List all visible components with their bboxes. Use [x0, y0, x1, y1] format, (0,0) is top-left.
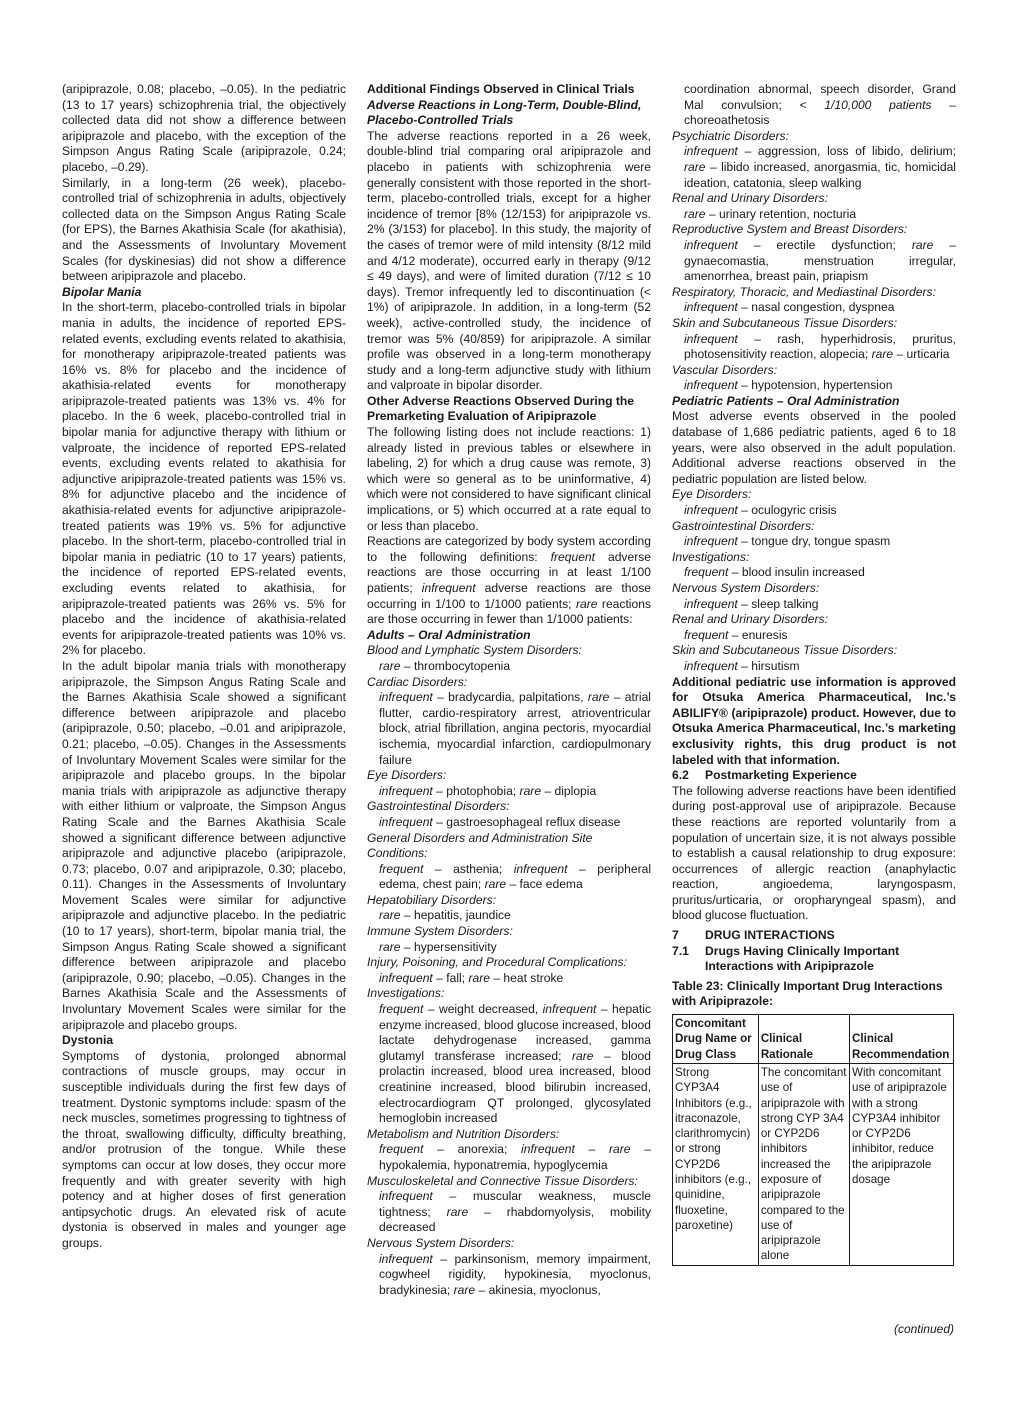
- entry-respiratory: infrequent – nasal congestion, dyspnea: [684, 300, 895, 315]
- entry-injury: infrequent – fall; rare – heat stroke: [379, 970, 564, 985]
- paragraph-tremor: The adverse reactions reported in a 26 week, double-blind trial comparing oral aripiprazole and placebo in patients with schizophrenia were generally consistent with those reported in the short-term, placebo-controlled trials, except for a higher incidence of tremor [8% (12/153) for aripiprazole vs. 2% (3/153) for placebo]. In this study, the majority of the cases of tremor were of mild intensity (8/12 mild and 4/12 moderate), occurred early in therapy (9/12 ≤ 49 days), and were of limited duration (7/12 ≤ 10 days). Tremor infrequently led to discontinuation (< 1%) of aripiprazole. In addition, in a long-term (52 week), active-controlled study, the incidence of tremor was 5% (40/859) for aripiprazole. A similar profile was observed in a long-term monotherapy study and a long-term adjunctive study with lithium and valproate in bipolar disorder.: [367, 128, 651, 393]
- continued-marker: (continued): [893, 1322, 954, 1336]
- category-eye: Eye Disorders:: [367, 768, 447, 783]
- table-row: [673, 1063, 954, 1265]
- heading-dystonia: Dystonia: [62, 1033, 114, 1048]
- category-respiratory: Respiratory, Thoracic, and Mediastinal Disorders:: [672, 284, 936, 299]
- category-hepatobiliary: Hepatobiliary Disorders:: [367, 892, 497, 907]
- paragraph-postmarketing: The following adverse reactions have been identified during post-approval use of aripiprazole. Because these reactions are reported voluntarily from a population of uncertain size, it is not always possible to establish a causal relationship to drug exposure: occurrences of allergic reaction (anaphylactic reaction, angioedema, laryngospasm, pruritus/urticaria, or oropharyngeal spasm), and blood glucose fluctuation.: [672, 783, 956, 923]
- heading-long-term-trials: Adverse Reactions in Long-Term, Double-Blind, Placebo-Controlled Trials: [367, 97, 642, 128]
- category-investigations: Investigations:: [367, 986, 445, 1001]
- entry-gastrointestinal: infrequent – gastroesophageal reflux disease: [379, 814, 621, 829]
- entry-musculoskeletal: infrequent – muscular weakness, muscle tightness; rare – rhabdomyolysis, mobility decreased: [379, 1189, 651, 1235]
- pediatric-entry-gastrointestinal: infrequent – tongue dry, tongue spasm: [684, 534, 891, 549]
- category-vascular: Vascular Disorders:: [672, 362, 778, 377]
- column-2: [367, 82, 651, 1298]
- table-header-cell: Clinical Rationale: [758, 1015, 849, 1064]
- entry-reproductive: infrequent – erectile dysfunction; rare – gynaecomastia, menstruation irregular, amenorrhea, breast pain, priapism: [684, 237, 956, 284]
- heading-bipolar-mania: Bipolar Mania: [62, 284, 142, 299]
- entry-hepatobiliary: rare – hepatitis, jaundice: [379, 908, 511, 923]
- paragraph-listing-exclusions: The following listing does not include reactions: 1) already listed in previous tables or elsewhere in labeling, 2) for which a drug cause was remote, 3) which were so general as to be uninformative, 4) which were not considered to have significant clinical implications, or 5) which occurred at a rate equal to or less than placebo.: [367, 425, 651, 533]
- table-header-row: [673, 1015, 954, 1064]
- section-7-heading: 7 DRUG INTERACTIONS: [672, 928, 835, 943]
- heading-pediatric-oral: Pediatric Patients – Oral Administration: [672, 393, 900, 408]
- pediatric-category-nervous: Nervous System Disorders:: [672, 581, 820, 595]
- category-musculoskeletal: Musculoskeletal and Connective Tissue Disorders:: [367, 1173, 638, 1188]
- entry-cardiac: infrequent – bradycardia, palpitations, rare – atrial flutter, cardio-respiratory arrest, atrioventricular block, atrial fibrillation, angina pectoris, myocardial ischemia, myocardial infarction, cardiopulmonary failure: [379, 690, 651, 767]
- category-injury: Injury, Poisoning, and Procedural Complications:: [367, 955, 627, 970]
- pediatric-category-renal: Renal and Urinary Disorders:: [672, 612, 828, 627]
- column-1: [62, 82, 346, 1252]
- table-header-cell: Clinical Recommendation: [850, 1015, 954, 1064]
- pediatric-category-gastrointestinal: Gastrointestinal Disorders:: [672, 518, 815, 533]
- category-psychiatric: Psychiatric Disorders:: [672, 128, 789, 143]
- table-cell: The concomitant use of aripiprazole with strong CYP 3A4 or CYP2D6 inhibitors increased the exposure of aripiprazole compared to the use of aripiprazole alone: [758, 1063, 849, 1265]
- table-cell: Strong CYP3A4 Inhibitors (e.g., itraconazole, clarithromycin) or strong CYP2D6 inhibitors (e.g., quinidine, fluoxetine, paroxetine): [673, 1063, 759, 1265]
- category-reproductive: Reproductive System and Breast Disorders:: [672, 222, 908, 237]
- table-cell: With concomitant use of aripiprazole with a strong CYP3A4 inhibitor or CYP2D6 inhibitor, reduce the aripiprazole dosage: [850, 1063, 954, 1265]
- paragraph-long-term-schizophrenia: Similarly, in a long-term (26 week), placebo-controlled trial of schizophrenia in adults, objectively collected data on the Simpson Angus Rating Scale (for EPS), the Barnes Akathisia Scale (for akathisia), and the Assessments of Involuntary Movement Scales (for dyskinesias) did not show a difference between aripiprazole and placebo.: [62, 175, 346, 284]
- entry-general: frequent – asthenia; infrequent – peripheral edema, chest pain; rare – face edema: [379, 861, 652, 892]
- entry-eye: infrequent – photophobia; rare – diplopia: [379, 783, 597, 798]
- pediatric-entry-skin: infrequent – hirsutism: [684, 658, 800, 673]
- pediatric-category-eye: Eye Disorders:: [672, 487, 752, 502]
- paragraph-pediatric: Most adverse events observed in the pooled database of 1,686 pediatric patients, aged 6 to 18 years, were also observed in the adult population. Additional adverse reactions observed in the pediatric population are listed below.: [672, 409, 956, 486]
- paragraph-dystonia: Symptoms of dystonia, prolonged abnormal contractions of muscle groups, may occur in susceptible individuals during the first few days of treatment. Dystonic symptoms include: spasm of the neck muscles, sometimes progressing to tightness of the throat, swallowing difficulty, difficulty breathing, and/or protrusion of the tongue. While these symptoms can occur at low doses, they occur more frequently and with greater severity with high potency and at higher doses of first generation antipsychotic drugs. An elevated risk of acute dystonia is observed in males and younger age groups.: [62, 1048, 346, 1250]
- pediatric-category-investigations: Investigations:: [672, 549, 750, 564]
- entry-metabolism: frequent – anorexia; infrequent – rare – hypokalemia, hyponatremia, hypoglycemia: [379, 1142, 651, 1172]
- category-blood: Blood and Lymphatic System Disorders:: [367, 643, 582, 658]
- entry-blood: rare – thrombocytopenia: [379, 658, 511, 673]
- paragraph-bipolar-scales: In the adult bipolar mania trials with monotherapy aripiprazole, the Simpson Angus Rating Scale and the Barnes Akathisia Scale showed a significant difference between aripiprazole and placebo (aripiprazole, 0.50; placebo, –0.01 and aripiprazole, 0.21; placebo, –0.05). Changes in the Assessments of Involuntary Movement Scales were similar for the aripiprazole and placebo groups. In the bipolar mania trials with aripiprazole as adjunctive therapy with either lithium or valproate, the Simpson Angus Rating Scale and the Barnes Akathisia Scale showed a significant difference between adjunctive aripiprazole and adjunctive placebo (aripiprazole, 0.73; placebo, 0.07 and aripiprazole, 0.30; placebo, 0.11). Changes in the Assessments of Involuntary Movement Scales were similar for adjunctive aripiprazole and adjunctive placebo. In the pediatric (10 to 17 years), short-term, bipolar mania trial, the Simpson Angus Rating Scale showed a significant difference between aripiprazole and placebo (aripiprazole, 0.90; placebo, –0.05). Changes in the Barnes Akathisia Scale and the Assessments of Involuntary Movement Scales were similar for the aripiprazole and placebo groups.: [62, 658, 346, 1032]
- category-renal: Renal and Urinary Disorders:: [672, 191, 828, 206]
- paragraph-definitions: Reactions are categorized by body system according to the following definitions: frequent adverse reactions are those occurring in at least 1/100 patients; infrequent adverse reactions are those occurring in 1/100 to 1/1000 patients; rare reactions are those occurring in fewer than 1/1000 patients:: [367, 534, 652, 627]
- category-skin: Skin and Subcutaneous Tissue Disorders:: [672, 315, 898, 330]
- entry-nervous: infrequent – parkinsonism, memory impairment, cogwheel rigidity, hypokinesia, myoclonus, bradykinesia; rare – akinesia, myoclonus,: [379, 1251, 651, 1297]
- entry-renal: rare – urinary retention, nocturia: [684, 206, 857, 221]
- category-gastrointestinal: Gastrointestinal Disorders:: [367, 799, 510, 814]
- category-immune: Immune System Disorders:: [367, 924, 513, 939]
- table-header-cell: Concomitant Drug Name or Drug Class: [673, 1015, 759, 1064]
- pediatric-entry-eye: infrequent – oculogyric crisis: [684, 503, 837, 518]
- heading-other-adverse-reactions: Other Adverse Reactions Observed During the Premarketing Evaluation of Aripiprazole: [367, 393, 635, 424]
- entry-nervous-continued: coordination abnormal, speech disorder, Grand Mal convulsion; < 1/10,000 patients – choreoathetosis: [684, 82, 956, 128]
- category-metabolism: Metabolism and Nutrition Disorders:: [367, 1126, 560, 1141]
- paragraph-bipolar-incidence: In the short-term, placebo-controlled trials in bipolar mania in adults, the incidence of reported EPS-related events, excluding events related to akathisia, for monotherapy aripiprazole-treated patients was 16% vs. 8% for placebo and the incidence of akathisia-related events for monotherapy aripiprazole-treated patients was 13% vs. 4% for placebo. In the 6 week, placebo-controlled trial in bipolar mania for adjunctive therapy with lithium or valproate, the incidence of reported EPS-related events, excluding events related to akathisia for adjunctive aripiprazole-treated patients was 15% vs. 8% for adjunctive placebo and the incidence of akathisia-related events for adjunctive aripiprazole-treated patients was 19% vs. 5% for adjunctive placebo. In the short-term, placebo-controlled trial in bipolar mania in pediatric (10 to 17 years) patients, the incidence of reported EPS-related events, excluding events related to akathisia, for aripiprazole-treated patients was 26% vs. 5% for placebo and the incidence of akathisia-related events for aripiprazole-treated patients was 10% vs. 2% for placebo.: [62, 300, 346, 658]
- category-general: General Disorders and Administration Site Conditions:: [367, 830, 593, 861]
- section-6-2-heading: 6.2 Postmarketing Experience: [672, 768, 857, 783]
- category-nervous: Nervous System Disorders:: [367, 1235, 515, 1250]
- table-caption: Table 23: Clinically Important Drug Interactions with Aripiprazole:: [672, 978, 943, 1009]
- entry-investigations: frequent – weight decreased, infrequent – hepatic enzyme increased, blood glucose increased, blood lactate dehydrogenase increased, gamma glutamyl transferase increased; rare – blood prolactin increased, blood urea increased, blood creatinine increased, blood bilirubin increased, electrocardiogram QT prolonged, glycosylated hemoglobin increased: [379, 1002, 651, 1126]
- pediatric-entry-investigations: frequent – blood insulin increased: [684, 565, 865, 580]
- entry-vascular: infrequent – hypotension, hypertension: [684, 378, 893, 393]
- heading-adults-oral: Adults – Oral Administration: [367, 627, 531, 642]
- heading-additional-findings: Additional Findings Observed in Clinical Trials: [367, 82, 635, 96]
- entry-psychiatric: infrequent – aggression, loss of libido, delirium; rare – libido increased, anorgasmia, tic, homicidal ideation, catatonia, sleep walking: [684, 144, 956, 190]
- drug-interactions-table: [672, 1014, 954, 1266]
- otsuka-exclusivity-note: Additional pediatric use information is approved for Otsuka America Pharmaceutical, Inc.’s ABILIFY® (aripiprazole) product. However, due to Otsuka America Pharmaceutical, Inc.’s marketing exclusivity rights, this drug product is not labeled with that information.: [672, 674, 956, 767]
- category-cardiac: Cardiac Disorders:: [367, 674, 468, 689]
- pediatric-entry-nervous: infrequent – sleep talking: [684, 596, 819, 611]
- paragraph-eps-pediatric-schizophrenia: (aripiprazole, 0.08; placebo, –0.05). In the pediatric (13 to 17 years) schizophrenia trial, the objectively collected data did not show a difference between aripiprazole and placebo, with the exception of the Simpson Angus Rating Scale (aripiprazole, 0.24; placebo, –0.29).: [62, 82, 346, 174]
- entry-immune: rare – hypersensitivity: [379, 939, 497, 954]
- column-3: [672, 82, 956, 1266]
- pediatric-entry-renal: frequent – enuresis: [684, 627, 788, 642]
- section-7-1-heading: 7.1 Drugs Having Clinically Important Interactions with Aripiprazole: [672, 943, 900, 974]
- entry-skin: infrequent – rash, hyperhidrosis, pruritus, photosensitivity reaction, alopecia; rare – urticaria: [684, 331, 956, 362]
- pediatric-category-skin: Skin and Subcutaneous Tissue Disorders:: [672, 643, 898, 658]
